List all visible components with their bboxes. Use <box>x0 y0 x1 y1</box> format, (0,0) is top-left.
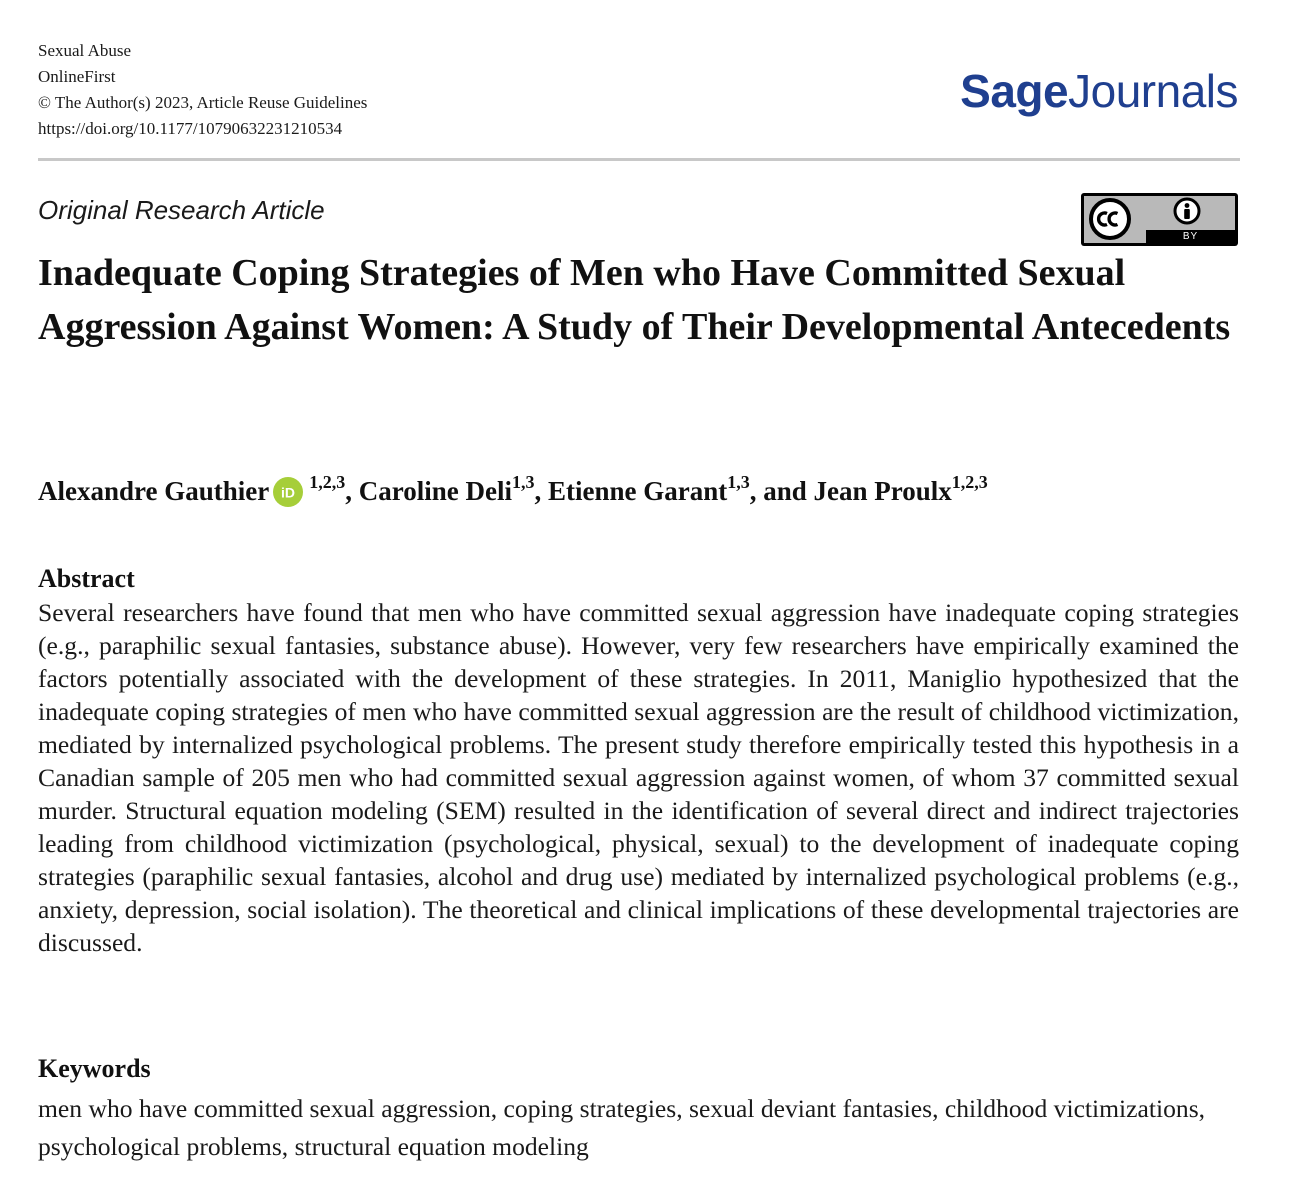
author-name[interactable]: Etienne Garant <box>547 476 728 506</box>
brand-part-sage: Sage <box>960 65 1069 117</box>
attribution-person-icon <box>1167 197 1207 229</box>
journal-name: Sexual Abuse <box>38 41 132 60</box>
author-separator: , <box>345 476 359 506</box>
abstract-body: Several researchers have found that men who have committed sexual aggression have inadequate coping strategies (e.g., paraphilic sexual fantasies, substance abuse). However, very few researchers have empirically examined the factors potentially associated with the development of these strategies. In 2011, Maniglio hypothesized that the inadequate coping strategies of men who have committed sexual aggression are the result of childhood victimization, mediated by internalized psychological problems. The present study therefore empirically tested this hypothesis in a Canadian sample of 205 men who had committed sexual aggression against women, of whom 37 committed sexual murder. Structural equation modeling (SEM) resulted in the identification of several direct and indirect trajectories leading from childhood victimization (psychological, physical, sexual) to the development of inadequate coping strategies (paraphilic sexual fantasies, alcohol and drug use) mediated by internalized psychological problems (e.g., anxiety, depression, social isolation). The theoretical and clinical implications of these developmental trajectories are discussed. <box>38 598 1239 957</box>
keywords-body: men who have committed sexual aggression, coping strategies, sexual deviant fantasies, childhood victimizations, psychological problems, structural equation modeling <box>38 1094 1206 1161</box>
author-affiliation-markers: 1,2,3 <box>951 472 988 492</box>
author-name[interactable]: Caroline Deli <box>358 476 512 506</box>
article-type-label: Original Research Article <box>38 195 325 225</box>
orcid-icon[interactable] <box>273 477 303 507</box>
doi-link[interactable]: https://doi.org/10.1177/10790632231210534 <box>38 119 343 138</box>
author-name[interactable]: Jean Proulx <box>813 476 952 506</box>
author-separator: , and <box>749 476 814 506</box>
author-name[interactable]: Alexandre Gauthier <box>38 476 270 506</box>
svg-text:iD: iD <box>281 484 296 501</box>
license-by-label: BY <box>1146 230 1235 243</box>
author-separator: , <box>534 476 548 506</box>
article-meta <box>38 38 367 142</box>
keywords-heading: Keywords <box>38 1054 151 1083</box>
edition-label: OnlineFirst <box>38 67 116 86</box>
author-affiliation-markers: 1,2,3 <box>309 472 346 492</box>
cc-icon <box>1086 196 1138 243</box>
author-affiliation-markers: 1,3 <box>727 472 750 492</box>
license-badge-body <box>1084 196 1235 243</box>
cc-by-license-badge[interactable] <box>1081 193 1238 246</box>
author-list <box>38 462 1258 513</box>
article-title: Inadequate Coping Strategies of Men who Have Committed Sexual Aggression Against Women: A Study of Their Developmental Antecedents <box>38 252 1231 348</box>
sage-journals-logo[interactable] <box>960 65 1238 117</box>
author-affiliation-markers: 1,3 <box>511 472 535 492</box>
header-divider <box>38 158 1240 161</box>
copyright-line: © The Author(s) 2023, Article Reuse Guidelines <box>38 93 368 112</box>
abstract-heading: Abstract <box>38 564 135 593</box>
brand-part-journals: Journals <box>1068 65 1238 117</box>
